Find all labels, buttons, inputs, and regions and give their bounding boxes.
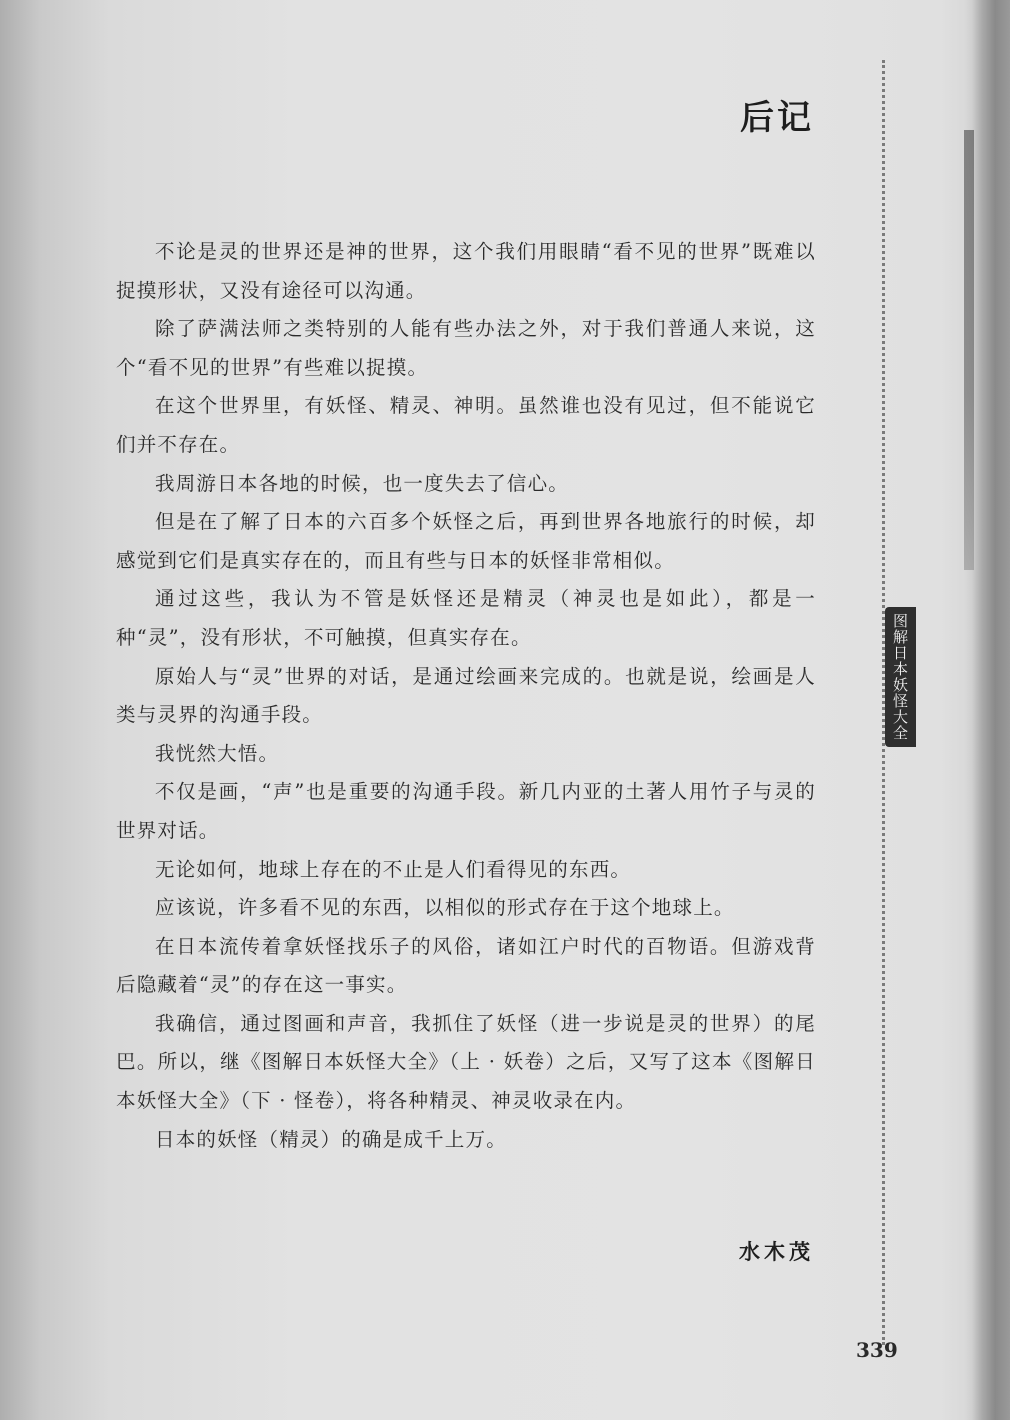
paragraph: 不论是灵的世界还是神的世界，这个我们用眼睛“看不见的世界”既难以捉摸形状，又没有途径可以沟通。 (116, 240, 816, 302)
paragraph: 我确信，通过图画和声音，我抓住了妖怪（进一步说是灵的世界）的尾巴。所以，继《图解日本妖怪大全》（上 · 妖卷）之后，又写了这本《图解日本妖怪大全》（下 · 怪卷），将各种精灵、神灵收录在内。 (116, 1011, 816, 1113)
paragraph: 原始人与“灵”世界的对话，是通过绘画来完成的。也就是说，绘画是人类与灵界的沟通手段。 (116, 664, 816, 727)
paragraph: 在日本流传着拿妖怪找乐子的风俗，诸如江户时代的百物语。但游戏背后隐藏着“灵”的存在这一事实。 (116, 934, 816, 997)
page-title: 后记 (740, 98, 814, 138)
author-signature: 水木茂 (739, 1239, 814, 1264)
side-tab-label: 图解日本妖怪大全 (891, 613, 909, 741)
paragraph: 不仅是画，“声”也是重要的沟通手段。新几内亚的土著人用竹子与灵的世界对话。 (116, 780, 816, 842)
page-number: 339 (856, 1338, 898, 1362)
paragraph: 无论如何，地球上存在的不止是人们看得见的东西。 (155, 857, 632, 881)
paragraph: 但是在了解了日本的六百多个妖怪之后，再到世界各地旅行的时候，却感觉到它们是真实存在的，而且有些与日本的妖怪非常相似。 (116, 510, 816, 572)
paragraph: 除了萨满法师之类特别的人能有些办法之外，对于我们普通人来说，这个“看不见的世界”有些难以捉摸。 (116, 317, 816, 379)
chapter-side-tab (885, 607, 916, 747)
paragraph: 应该说，许多看不见的东西，以相似的形式存在于这个地球上。 (155, 896, 735, 920)
paragraph: 在这个世界里，有妖怪、精灵、神明。虽然谁也没有见过，但不能说它们并不存在。 (116, 394, 816, 456)
page-edge-shadow (964, 130, 974, 570)
afterword-body (116, 233, 816, 1159)
paragraph: 我恍然大悟。 (155, 741, 280, 765)
paragraph: 通过这些，我认为不管是妖怪还是精灵（神灵也是如此），都是一种“灵”，没有形状，不可触摸，但真实存在。 (116, 587, 816, 649)
paragraph: 我周游日本各地的时候，也一度失去了信心。 (155, 471, 570, 495)
paragraph: 日本的妖怪（精灵）的确是成千上万。 (155, 1127, 507, 1151)
